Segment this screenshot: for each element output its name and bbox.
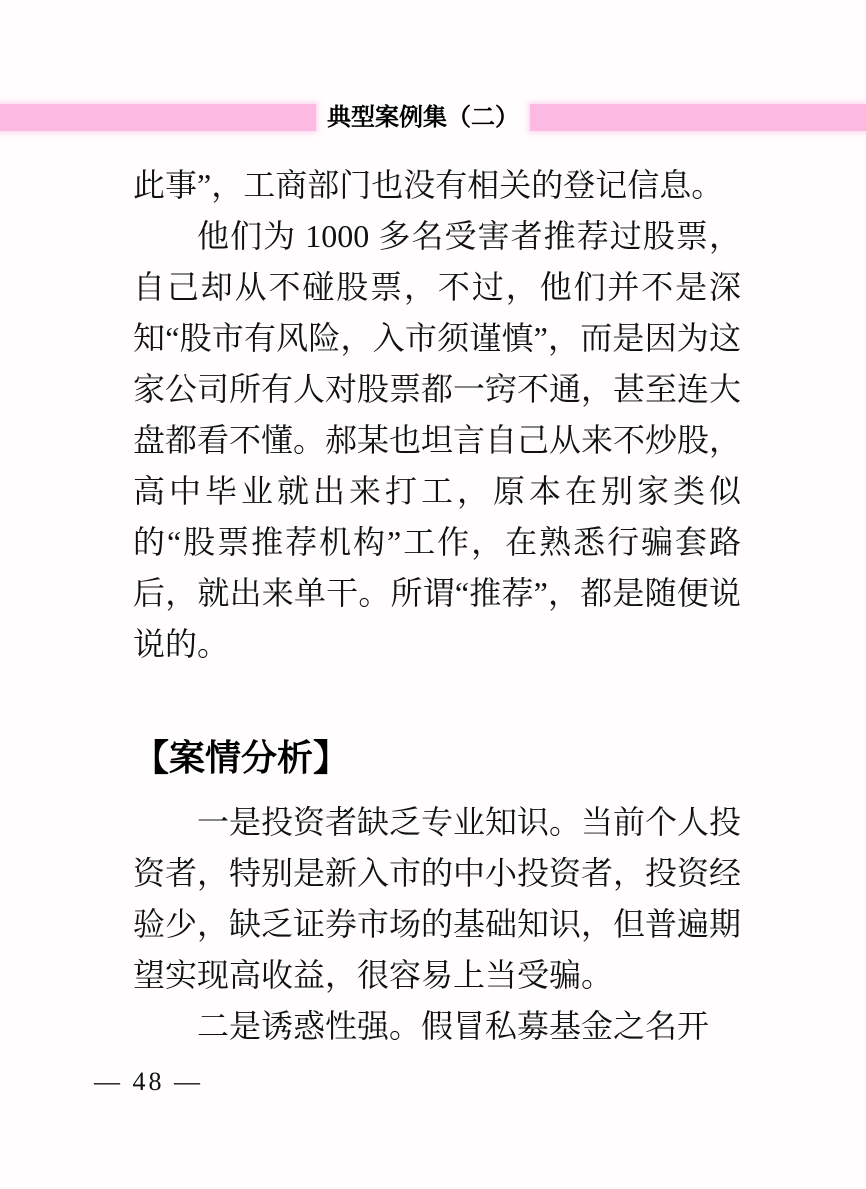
paragraph: 二是诱惑性强。假冒私募基金之名开 [197,1008,710,1044]
header-bar-left [0,104,316,131]
page-number: — 48 — [94,1067,203,1096]
paragraph: 此事”，工商部门也没有相关的登记信息。 [133,167,724,203]
section-heading: 【案情分析】 [133,738,350,778]
paragraph: 一是投资者缺乏专业知识。当前个人投资者，特别是新入市的中小投资者，投资经验少，缺乏证券市场的基础知识，但普遍期望实现高收益，很容易上当受骗。 [133,804,742,993]
analysis-paragraphs [133,797,741,1052]
continuation-paragraphs [133,160,741,670]
paragraph: 他们为 1000 多名受害者推荐过股票，自己却从不碰股票，不过，他们并不是深知“股市有风险，入市须谨慎”，而是因为这家公司所有人对股票都一窍不通，甚至连大盘都看不懂。郝某也坦言自己从来不炒股，高中毕业就出来打工，原本在别家类似的“股票推荐机构”工作，在熟悉行骗套路后，就出来单干。所谓“推荐”，都是随便说说的。 [133,218,742,662]
page-body [133,160,741,1052]
header-bar-right [530,104,866,131]
running-header-title: 典型案例集（二） [327,104,519,131]
